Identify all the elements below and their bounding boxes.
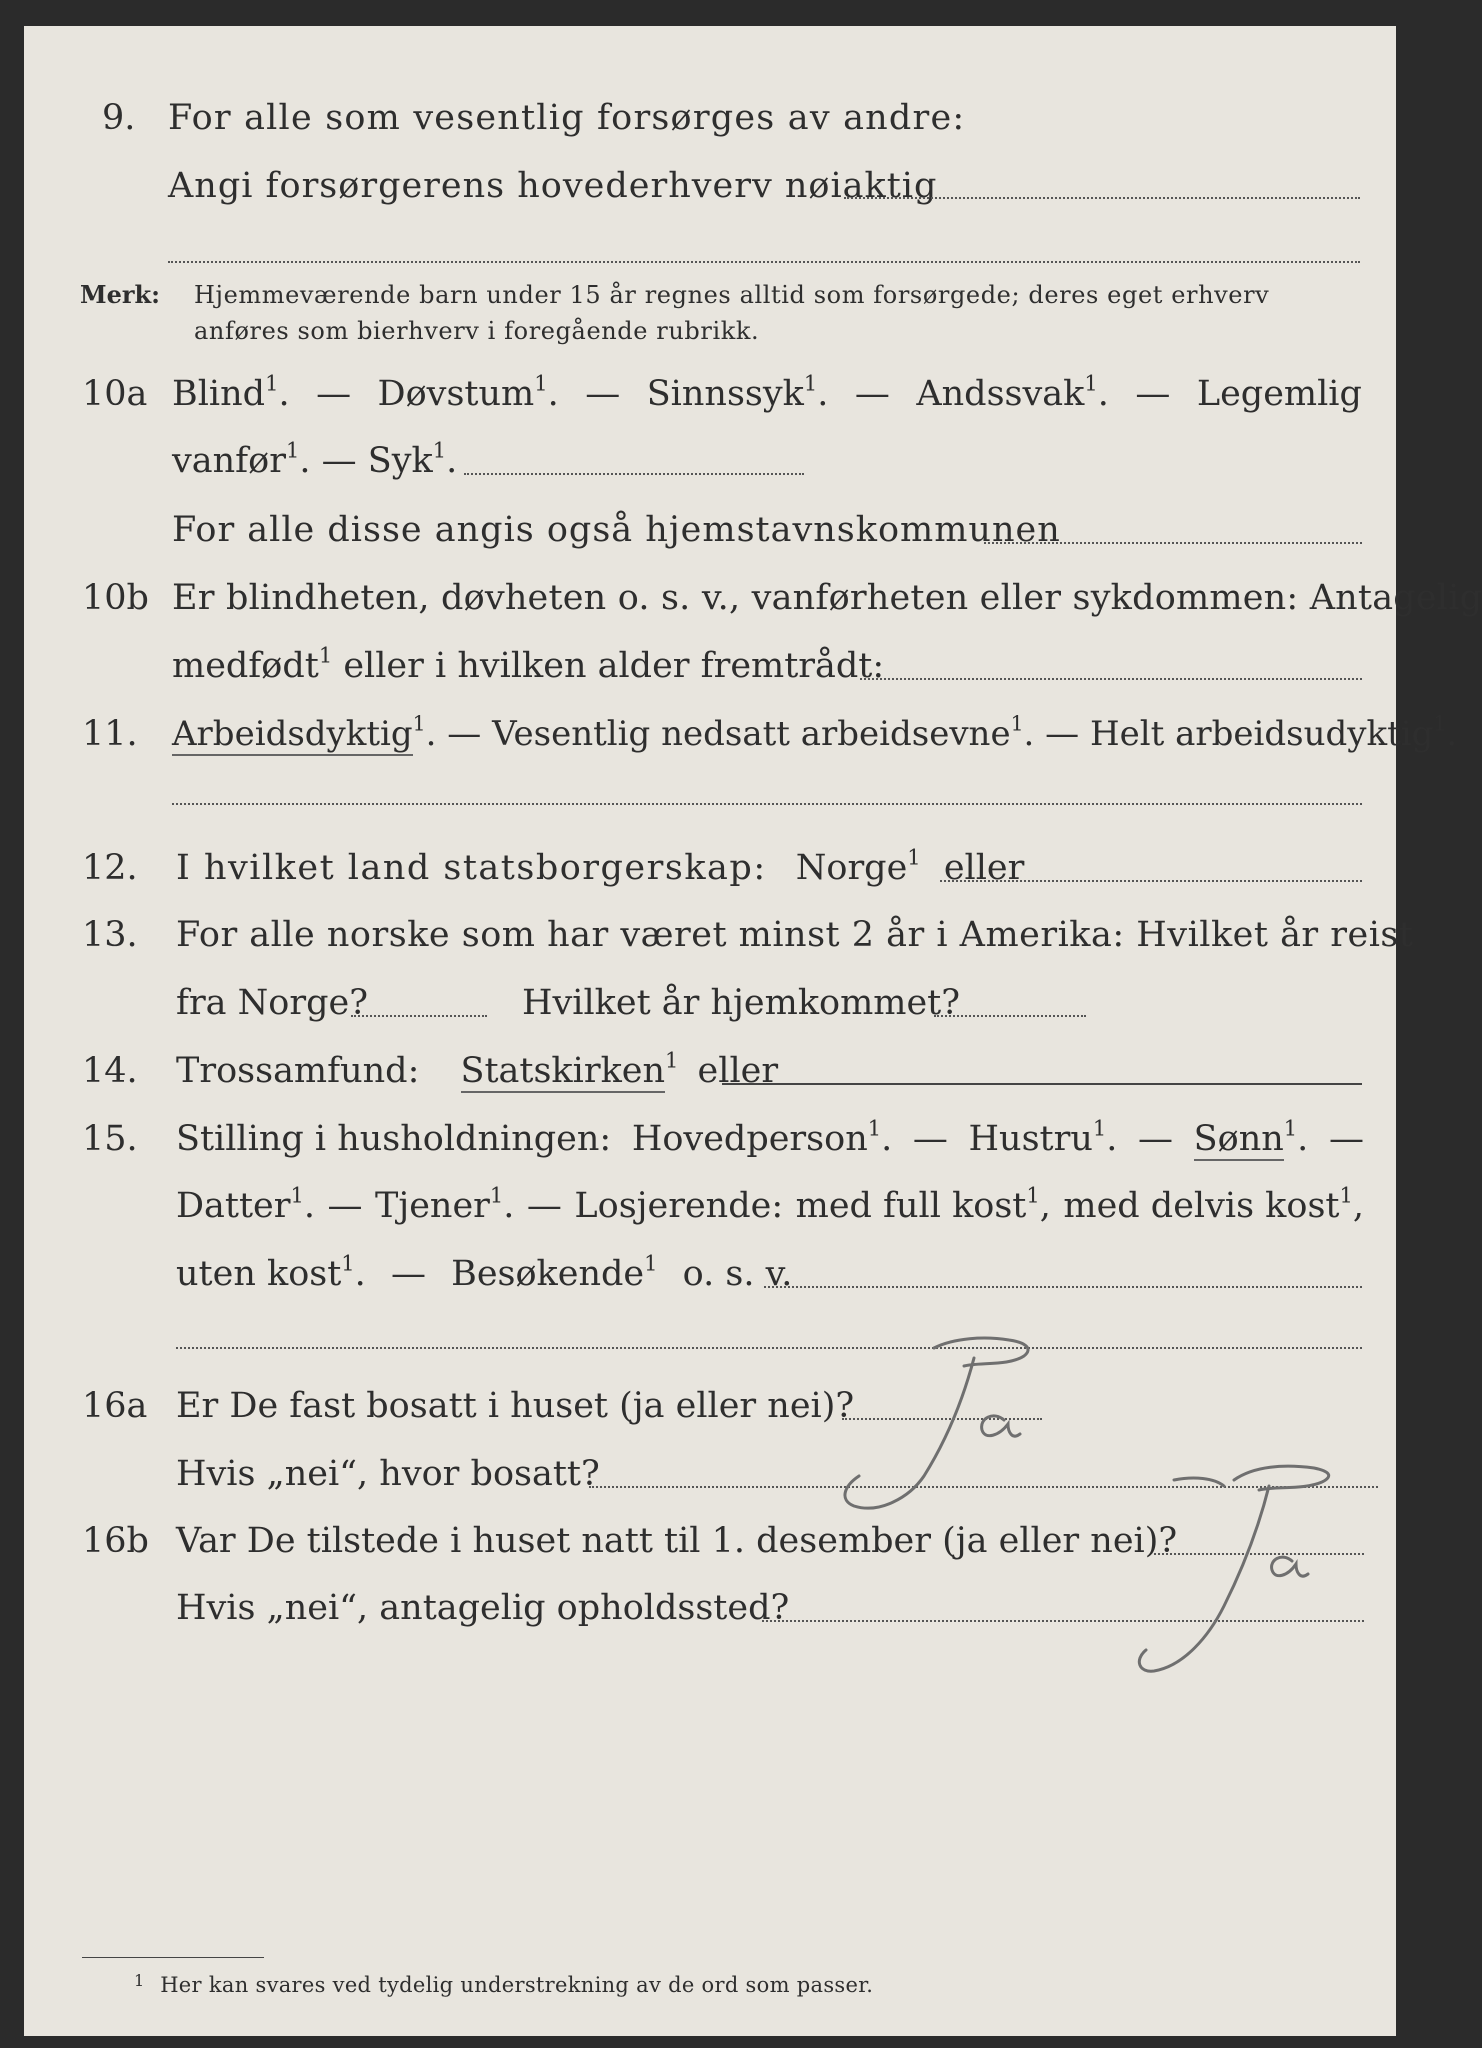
- q9-number: 9.: [102, 98, 136, 138]
- q9-answer-line[interactable]: [844, 197, 1360, 199]
- option-andssvak[interactable]: Andssvak$^1$.: [916, 371, 1109, 414]
- merk-label: Merk:: [80, 280, 160, 309]
- q12-answer-line[interactable]: [940, 880, 1362, 882]
- q16b-opphold-line[interactable]: [762, 1620, 1364, 1622]
- q10a-answer-line[interactable]: [464, 473, 804, 475]
- q12-line: I hvilket land statsborgerskap: Norge$^1$ eller: [176, 845, 1025, 888]
- q15-answer-line-2[interactable]: [176, 1347, 1362, 1349]
- q10a-line3: For alle disse angis også hjemstavnskommunen: [172, 510, 1061, 550]
- q11-number: 11.: [82, 714, 138, 754]
- q11-answer-line[interactable]: [172, 803, 1362, 805]
- option-blind[interactable]: Blind$^1$.: [172, 371, 290, 414]
- q13-fra: fra Norge?: [176, 983, 368, 1023]
- option-nedsatt[interactable]: Vesentlig nedsatt arbeidsevne$^1$.: [492, 711, 1035, 754]
- q14-answer-line[interactable]: [722, 1083, 1362, 1085]
- option-sinnssyk[interactable]: Sinnssyk$^1$.: [646, 371, 829, 414]
- footnote-rule: [82, 1957, 264, 1958]
- q14-line: Trossamfund: Statskirken$^1$ eller: [176, 1048, 779, 1091]
- option-full-kost[interactable]: med full kost$^1$,: [795, 1183, 1051, 1226]
- merk-line1: Hjemmeværende barn under 15 år regnes alltid som forsørgede; deres eget erhverv: [194, 281, 1270, 309]
- option-uten-kost[interactable]: uten kost$^1$.: [176, 1251, 366, 1294]
- census-form-page: [24, 26, 1482, 2036]
- option-sonn[interactable]: Sønn$^1$.: [1193, 1116, 1309, 1159]
- q9-answer-line-2[interactable]: [168, 261, 1360, 263]
- option-besokende[interactable]: Besøkende$^1$: [451, 1251, 658, 1294]
- option-tjener[interactable]: Tjener$^1$.: [375, 1183, 515, 1226]
- q15-line1: Stilling i husholdningen: Hovedperson$^1$. — Hustru$^1$. — Sønn$^1$. —: [176, 1116, 1364, 1159]
- option-arbeidsudyktig[interactable]: Helt arbeidsudyktig$^1$.: [1089, 711, 1458, 754]
- option-medfodt[interactable]: medfødt$^1$: [172, 643, 333, 686]
- option-statskirken[interactable]: Statskirken$^1$: [460, 1048, 679, 1091]
- handwritten-ja-16a: [784, 1326, 1084, 1526]
- q10a-line1: Blind$^1$. — Døvstum$^1$. — Sinnssyk$^1$. — Andssvak$^1$. — Legemlig: [172, 371, 1362, 414]
- q10b-line1: Er blindheten, døvheten o. s. v., vanførheten eller sykdommen: Antagelig: [172, 578, 1482, 618]
- q16a-number: 16a: [82, 1386, 148, 1426]
- q16a-line2: Hvis „nei“, hvor bosatt?: [176, 1454, 600, 1494]
- q13-reist-line[interactable]: [351, 1015, 487, 1017]
- option-vanfor[interactable]: vanfør$^1$.: [172, 438, 311, 481]
- q13-number: 13.: [82, 915, 138, 955]
- q15-line2: Datter$^1$. — Tjener$^1$. — Losjerende: med full kost$^1$, med delvis kost$^1$,: [176, 1183, 1364, 1226]
- q16a-bosatt-line[interactable]: [589, 1486, 1378, 1488]
- q14-number: 14.: [82, 1051, 138, 1091]
- option-hovedperson[interactable]: Hovedperson$^1$.: [631, 1116, 893, 1159]
- q10b-answer-line[interactable]: [860, 678, 1362, 680]
- q16b-number: 16b: [82, 1521, 149, 1561]
- option-legemlig[interactable]: Legemlig: [1196, 374, 1362, 414]
- q15-line3: uten kost$^1$. — Besøkende$^1$ o. s. v.: [176, 1251, 793, 1294]
- q9-line1: For alle som vesentlig forsørges av andre:: [168, 98, 966, 138]
- option-datter[interactable]: Datter$^1$.: [176, 1183, 316, 1226]
- q10b-line2: medfødt$^1$ eller i hvilken alder fremtrådt:: [172, 643, 885, 686]
- q16b-line2: Hvis „nei“, antagelig opholdssted?: [176, 1588, 790, 1628]
- handwritten-ja-16b: [1064, 1446, 1384, 1696]
- q10a-line2: vanfør$^1$. — Syk$^1$.: [172, 438, 458, 481]
- q16b-line1: Var De tilstede i huset natt til 1. desember (ja eller nei)?: [176, 1521, 1178, 1561]
- option-delvis-kost[interactable]: med delvis kost$^1$,: [1063, 1183, 1364, 1226]
- q16a-answer-line[interactable]: [842, 1418, 1042, 1420]
- q10a-number: 10a: [82, 374, 148, 414]
- q15-number: 15.: [82, 1119, 138, 1159]
- q11-line: Arbeidsdyktig$^1$. — Vesentlig nedsatt arbeidsevne$^1$. — Helt arbeidsudyktig$^1$.: [172, 711, 1458, 754]
- q10b-number: 10b: [82, 578, 149, 618]
- q15-answer-line[interactable]: [764, 1286, 1362, 1288]
- q10a-kommune-line[interactable]: [984, 542, 1362, 544]
- q13-hjem: Hvilket år hjemkommet?: [522, 983, 961, 1023]
- q9-line2: Angi forsørgerens hovederhverv nøiaktig: [168, 166, 938, 206]
- footnote: $^1$ Her kan svares ved tydelig understrekning av de ord som passer.: [134, 1971, 874, 1997]
- q13-hjem-line[interactable]: [934, 1015, 1086, 1017]
- q16b-answer-line[interactable]: [1154, 1553, 1364, 1555]
- merk-line2: anføres som bierhverv i foregående rubrikk.: [194, 317, 760, 345]
- option-norge[interactable]: Norge$^1$: [795, 845, 921, 888]
- option-dovstum[interactable]: Døvstum$^1$.: [377, 371, 559, 414]
- q16a-line1: Er De fast bosatt i huset (ja eller nei)?: [176, 1386, 855, 1426]
- q13-line1: For alle norske som har været minst 2 år i Amerika: Hvilket år reist: [176, 915, 1414, 955]
- q12-number: 12.: [82, 848, 138, 888]
- option-hustru[interactable]: Hustru$^1$.: [968, 1116, 1118, 1159]
- option-arbeidsdyktig[interactable]: Arbeidsdyktig$^1$.: [172, 711, 437, 754]
- option-syk[interactable]: Syk$^1$.: [367, 438, 458, 481]
